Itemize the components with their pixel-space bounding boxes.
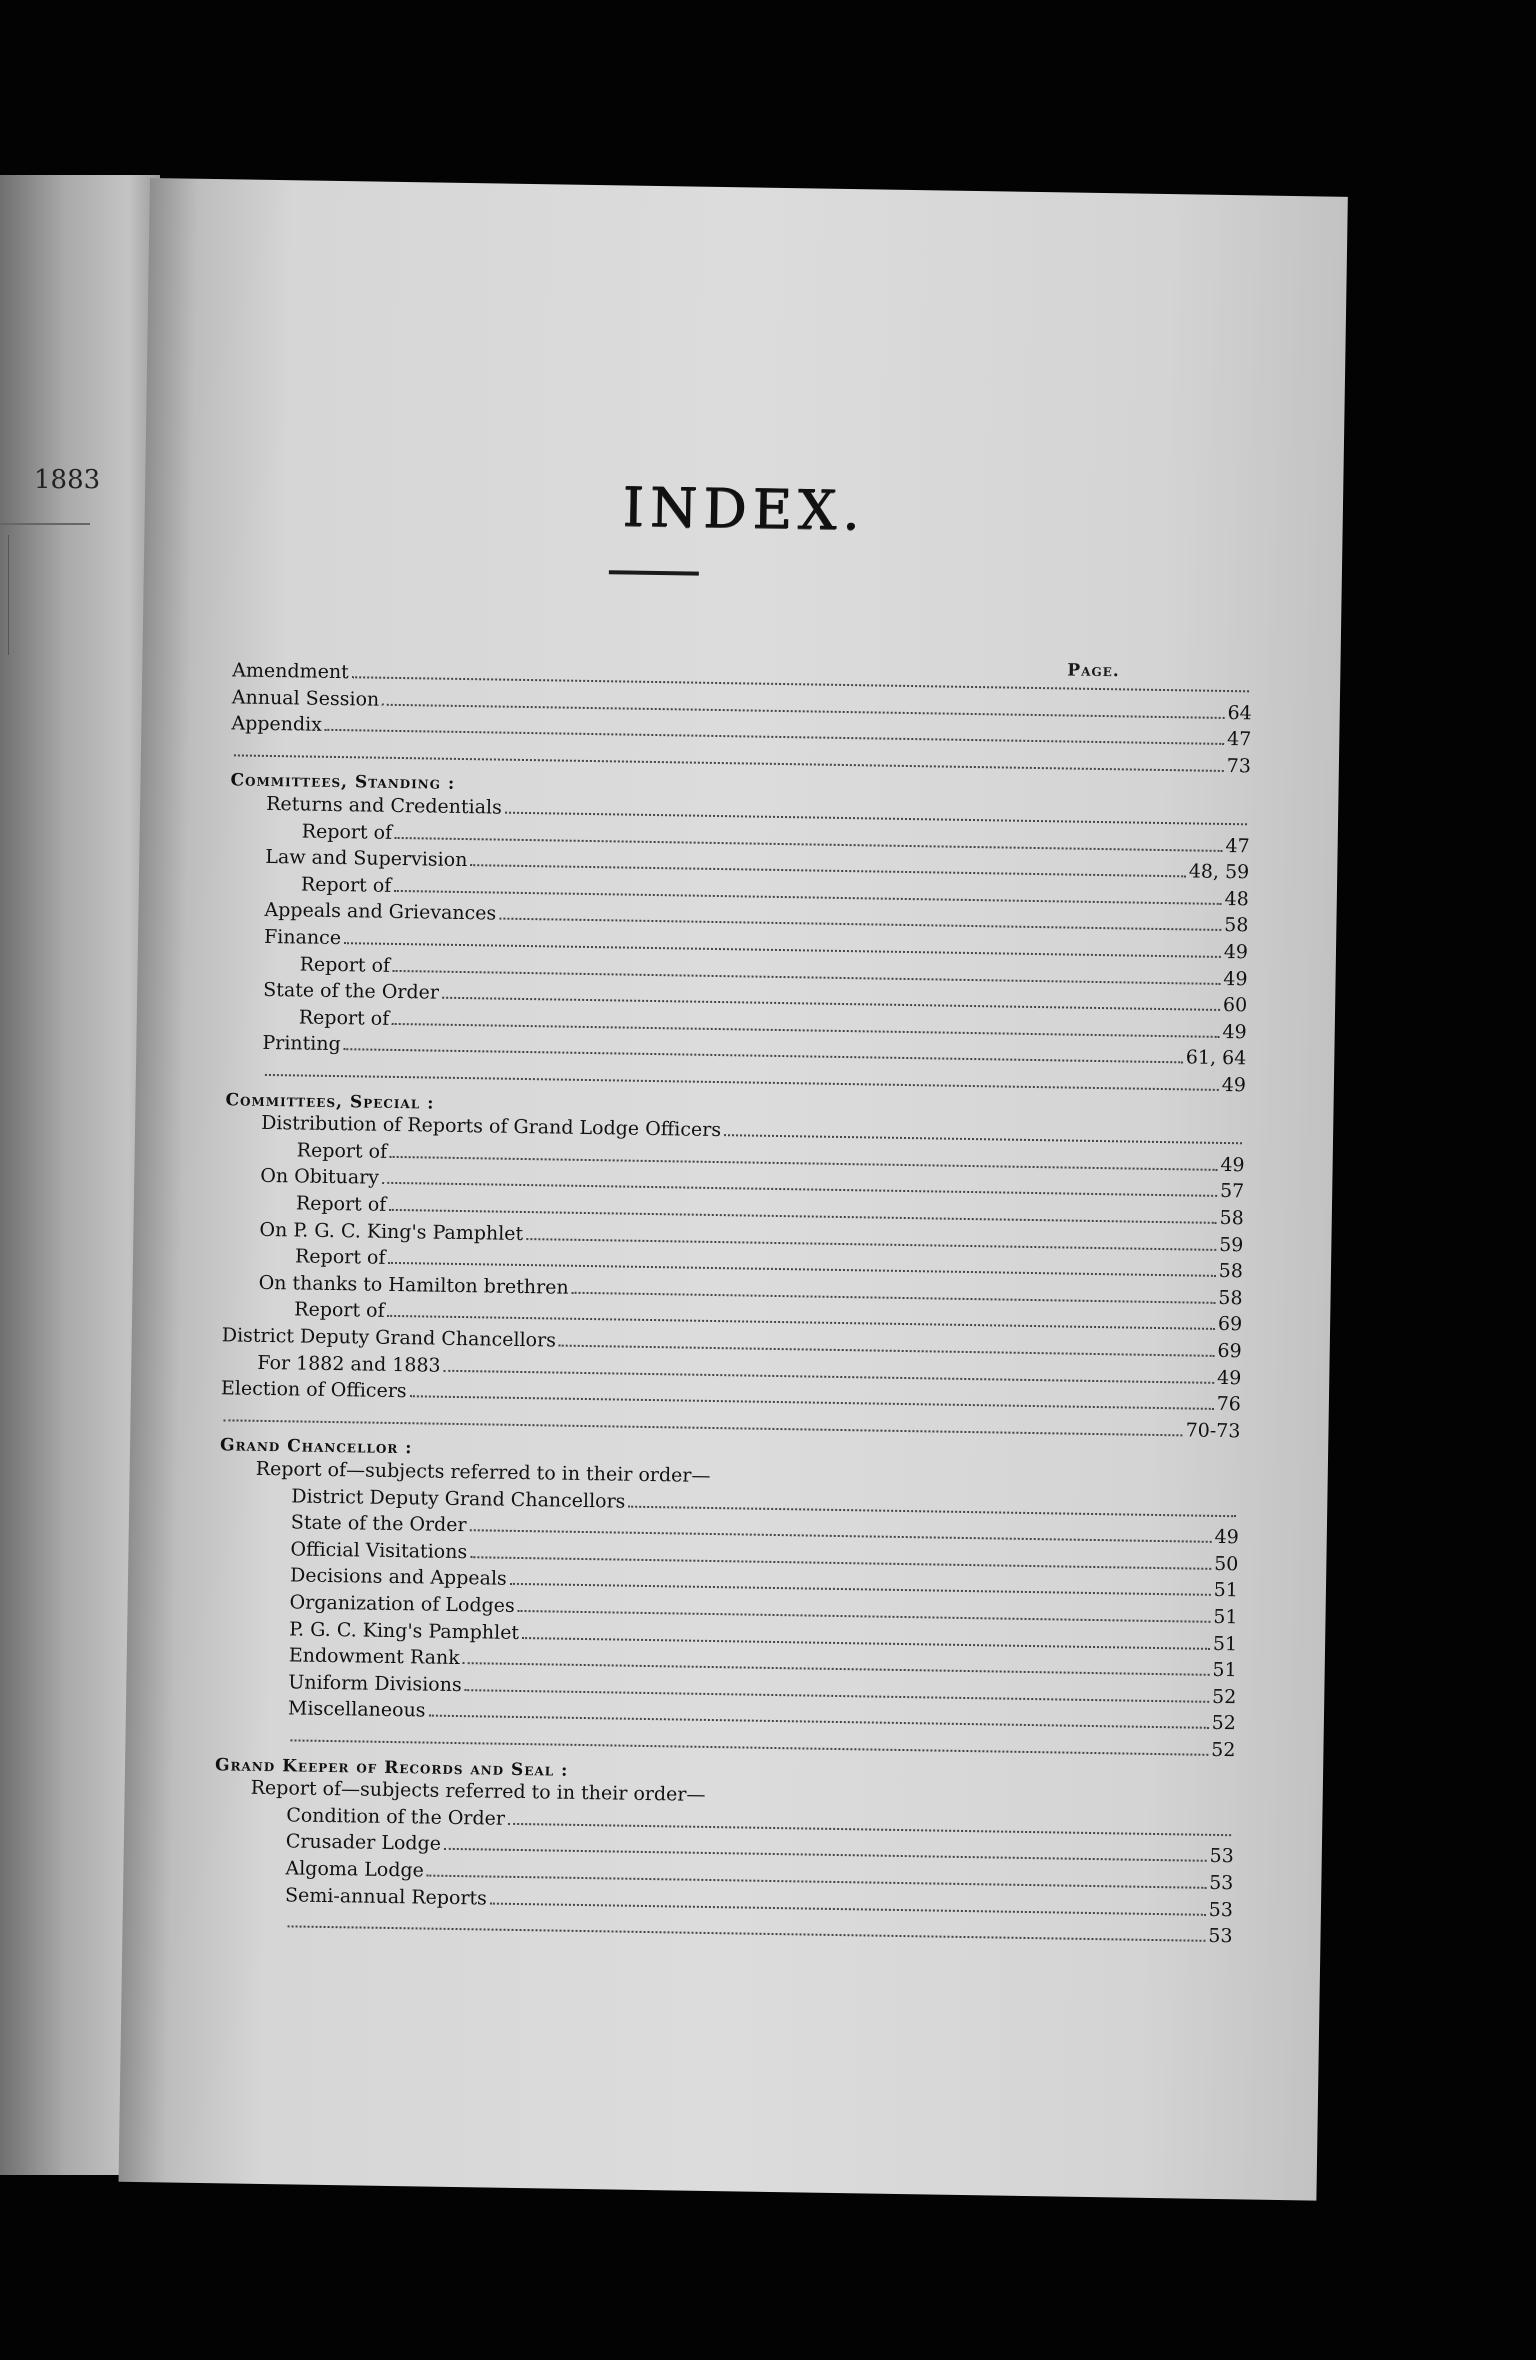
index-entry-page: 58 (1224, 914, 1249, 937)
index-entry-page: 52 (1211, 1685, 1237, 1709)
index-entry-page: 49 (1216, 1366, 1242, 1389)
index-entry-page: 49 (1220, 1153, 1245, 1177)
index-entry-label: Committees, Standing : (230, 770, 456, 795)
index-entry-label: Crusader Lodge (285, 1830, 442, 1856)
index-entry-label: Report of (296, 1139, 388, 1163)
index-entry-label: State of the Order (263, 979, 440, 1004)
index-entry-label: Organization of Lodges (289, 1591, 515, 1617)
index-entry-page: 48, 59 (1188, 860, 1250, 884)
index-entry-page: 49 (1223, 967, 1248, 990)
index-entry-page: 53 (1209, 1845, 1234, 1868)
dot-leader (234, 754, 1224, 772)
left-page-rule (0, 523, 90, 525)
index-entry-page: 49 (1214, 1526, 1239, 1549)
index-entry-label: Committees, Special : (225, 1089, 435, 1114)
index-entry-label: Miscellaneous (287, 1697, 426, 1722)
index-entry-label: Report of (300, 873, 392, 897)
index-entry-label: Amendment (232, 659, 349, 684)
dot-leader (288, 1926, 1206, 1942)
dot-leader (223, 1419, 1182, 1436)
index-entry-page: 58 (1218, 1286, 1243, 1310)
index-entry-page: 51 (1213, 1605, 1238, 1629)
index-entry-page: 59 (1219, 1233, 1244, 1256)
index-entry-page: 58 (1218, 1260, 1244, 1283)
index-entry-page: 52 (1211, 1738, 1236, 1762)
index-entry-label: District Deputy Grand Chancellors (221, 1324, 557, 1352)
left-page-year: 1883 (34, 465, 101, 495)
index-entry-label: Report of—subjects referred to in their order— (250, 1776, 706, 1807)
index-entries (119, 178, 1348, 2201)
index-entry-label: Report of (301, 820, 393, 844)
index-entry-label: Report of (299, 953, 391, 977)
index-entry-label: Distribution of Reports of Grand Lodge Officers (260, 1112, 722, 1142)
index-entry-page: 48 (1224, 887, 1249, 911)
page-column-header: Page. (1067, 660, 1120, 682)
index-entry-page: 51 (1213, 1579, 1239, 1602)
index-entry-label: Condition of the Order (286, 1804, 506, 1830)
index-entry-label: On Obituary (260, 1165, 380, 1190)
index-entry-page: 69 (1217, 1313, 1243, 1336)
index-entry-page: 64 (1227, 701, 1252, 724)
index-entry-label: Report of (295, 1192, 387, 1216)
left-page-margin-line (8, 535, 9, 655)
index-entry-label: Law and Supervision (265, 846, 468, 872)
index-entry-page: 53 (1208, 1898, 1234, 1921)
index-entry-label: Appeals and Grievances (264, 899, 497, 925)
index-entry-page: 53 (1208, 1871, 1234, 1895)
index-entry-page: 73 (1226, 754, 1252, 778)
index-entry-page: 61, 64 (1185, 1046, 1247, 1070)
index-entry-page: 70-73 (1185, 1419, 1241, 1443)
index-entry-page: 60 (1222, 994, 1248, 1017)
index-entry-label: State of the Order (290, 1511, 467, 1537)
index-entry-page: 51 (1212, 1659, 1237, 1682)
index-entry-page: 69 (1217, 1339, 1242, 1363)
index-entry-page: 51 (1212, 1632, 1238, 1655)
index-entry-page: 49 (1221, 1073, 1247, 1097)
index-entry-label: Uniform Divisions (288, 1671, 462, 1696)
index-entry-page: 49 (1223, 940, 1249, 964)
index-entry-label: Report of—subjects referred to in their order— (255, 1457, 711, 1487)
index-entry-label: Printing (262, 1032, 341, 1056)
index-entry-page: 47 (1226, 728, 1252, 751)
index-entry-label: On thanks to Hamilton brethren (258, 1271, 569, 1299)
index-entry-label: Annual Session (231, 685, 380, 711)
index-entry-label: Election of Officers (220, 1377, 407, 1403)
index-entry-label: Appendix (231, 712, 323, 736)
index-entry-label: District Deputy Grand Chancellors (291, 1484, 626, 1513)
index-entry-page: 76 (1216, 1393, 1242, 1416)
index-entry-page: 52 (1211, 1712, 1237, 1735)
index-entry-page: 50 (1214, 1552, 1239, 1576)
index-entry-label: Grand Chancellor : (219, 1435, 413, 1459)
index-entry-label: Decisions and Appeals (289, 1564, 507, 1591)
index-entry-page: 57 (1219, 1180, 1245, 1203)
index-entry-page: 58 (1219, 1206, 1244, 1230)
index-entry-label: Returns and Credentials (266, 792, 503, 819)
index-entry-label: Algoma Lodge (285, 1857, 425, 1882)
dot-leader (290, 1739, 1208, 1755)
index-entry-page: 53 (1208, 1925, 1233, 1948)
index-entry-label: Report of (298, 1006, 390, 1030)
index-entry-page: 49 (1222, 1020, 1247, 1044)
page-title: INDEX. (621, 475, 866, 543)
index-entry-label: Report of (294, 1245, 386, 1270)
index-entry-label: Report of (294, 1298, 385, 1323)
index-entry-label: Finance (263, 925, 342, 950)
index-entry-label: On P. G. C. King's Pamphlet (259, 1218, 524, 1245)
index-entry-label: Endowment Rank (288, 1644, 460, 1670)
dot-leader (628, 1505, 1236, 1517)
index-page (119, 178, 1348, 2201)
index-entry-label: Semi-annual Reports (284, 1883, 488, 1910)
dot-leader (724, 1134, 1242, 1144)
index-entry-label: For 1882 and 1883 (257, 1351, 441, 1377)
index-entry-label: Official Visitations (290, 1538, 468, 1563)
index-entry-page: 47 (1225, 834, 1250, 857)
index-entry-label: P. G. C. King's Pamphlet (289, 1617, 520, 1644)
index-entry-label: Grand Keeper of Records and Seal : (214, 1754, 569, 1781)
dot-leader (265, 1074, 1219, 1091)
